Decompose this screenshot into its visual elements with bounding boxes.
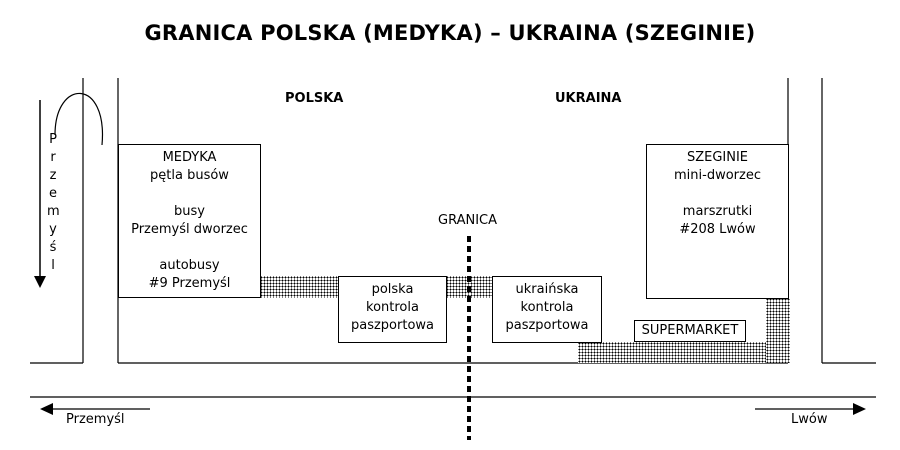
- ukrainian-control-line1: ukraińska: [515, 282, 579, 297]
- vertical-label-letter: P: [49, 132, 57, 147]
- vertical-label-letter: l: [51, 258, 55, 273]
- polish-control-line2: kontrola: [366, 300, 419, 315]
- vertical-label-letter: ś: [49, 240, 57, 255]
- vertical-label-letter: m: [47, 204, 60, 219]
- vertical-label-letter: r: [50, 150, 56, 165]
- szeginie-minibus-station-box: [646, 144, 789, 299]
- label-granica: GRANICA: [438, 213, 498, 228]
- diagram-title: GRANICA POLSKA (MEDYKA) – UKRAINA (SZEGINIE): [144, 21, 756, 45]
- vertical-label-letter: y: [49, 222, 57, 237]
- polish-passport-control-box: [338, 276, 447, 343]
- szeginie-route-208: #208 Lwów: [679, 222, 756, 237]
- road-label-lwow: Lwów: [791, 412, 828, 427]
- medyka-name: MEDYKA: [162, 150, 217, 165]
- medyka-przemysl-station: Przemyśl dworzec: [131, 222, 248, 237]
- szeginie-mini-station: mini-dworzec: [674, 168, 761, 183]
- ukrainian-control-line2: kontrola: [520, 300, 574, 315]
- label-ukraina: UKRAINA: [555, 91, 622, 106]
- ukrainian-passport-control-box: [492, 276, 602, 343]
- polish-control-line1: polska: [371, 282, 414, 297]
- medyka-busy: busy: [174, 204, 205, 219]
- szeginie-name: SZEGINIE: [686, 150, 749, 165]
- supermarket-label: SUPERMARKET: [641, 323, 739, 338]
- medyka-bus-loop: pętla busów: [150, 168, 229, 183]
- vertical-label-letter: e: [49, 186, 57, 201]
- medyka-autobusy: autobusy: [159, 258, 220, 273]
- label-polska: POLSKA: [285, 91, 344, 106]
- ukrainian-control-line3: paszportowa: [505, 318, 589, 333]
- medyka-bus-9: #9 Przemyśl: [148, 276, 231, 291]
- supermarket-box: [634, 320, 746, 342]
- vertical-label-letter: z: [49, 168, 57, 183]
- medyka-bus-stop-box: [118, 144, 261, 298]
- szeginie-marszrutki: marszrutki: [682, 204, 753, 219]
- road-label-przemysl: Przemyśl: [66, 412, 125, 427]
- polish-control-line3: paszportowa: [350, 318, 434, 333]
